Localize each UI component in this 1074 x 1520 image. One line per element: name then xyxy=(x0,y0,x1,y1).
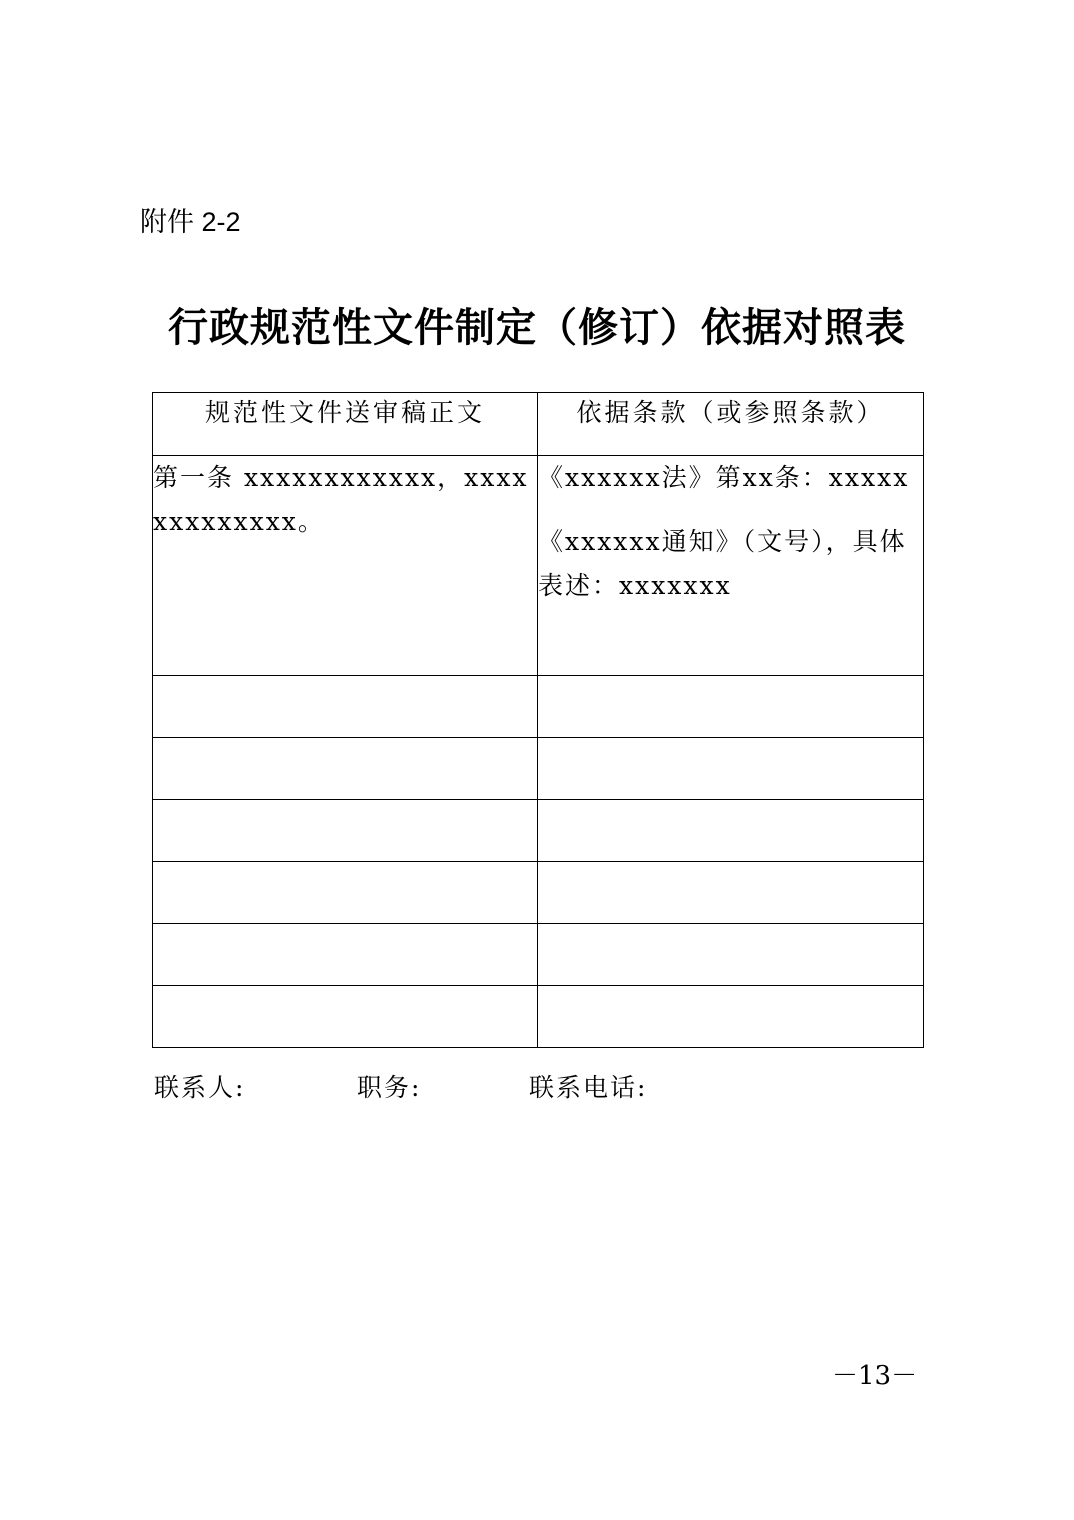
page-number: －13－ xyxy=(832,1361,918,1391)
contact-position-label: 职务: xyxy=(357,1073,422,1102)
table-cell xyxy=(538,924,924,986)
table-cell xyxy=(538,676,924,738)
table-row xyxy=(153,738,924,800)
table-cell xyxy=(538,986,924,1048)
table-cell xyxy=(538,738,924,800)
table-cell xyxy=(153,676,538,738)
contact-person-label: 联系人: xyxy=(154,1073,246,1102)
basis-clause-law: 《xxxxxx法》第xx条：xxxxx xyxy=(538,463,910,492)
table-header-row xyxy=(153,393,924,456)
basis-clause-notice: 《xxxxxx通知》（文号），具体表述：xxxxxxx xyxy=(538,526,907,600)
attachment-label: 附件 2-2 xyxy=(140,207,241,237)
header-draft-text: 规范性文件送审稿正文 xyxy=(153,393,538,456)
table-cell xyxy=(538,862,924,924)
header-basis-clause: 依据条款（或参照条款） xyxy=(538,393,924,456)
draft-text-cell xyxy=(153,456,538,676)
table-row xyxy=(153,800,924,862)
table-cell xyxy=(153,862,538,924)
table-row xyxy=(153,676,924,738)
table-row xyxy=(153,456,924,676)
table-cell xyxy=(153,924,538,986)
table-cell xyxy=(153,738,538,800)
table-row xyxy=(153,862,924,924)
table-row xyxy=(153,924,924,986)
contact-phone-label: 联系电话: xyxy=(529,1073,648,1102)
table-cell xyxy=(153,800,538,862)
draft-text: 第一条 xxxxxxxxxxxx，xxxxxxxxxxxxx。 xyxy=(153,463,529,536)
table-row xyxy=(153,986,924,1048)
document-title: 行政规范性文件制定（修订）依据对照表 xyxy=(168,304,906,351)
basis-comparison-table xyxy=(152,392,924,1048)
table-cell xyxy=(153,986,538,1048)
table-cell xyxy=(538,800,924,862)
basis-clause-cell xyxy=(538,456,924,676)
